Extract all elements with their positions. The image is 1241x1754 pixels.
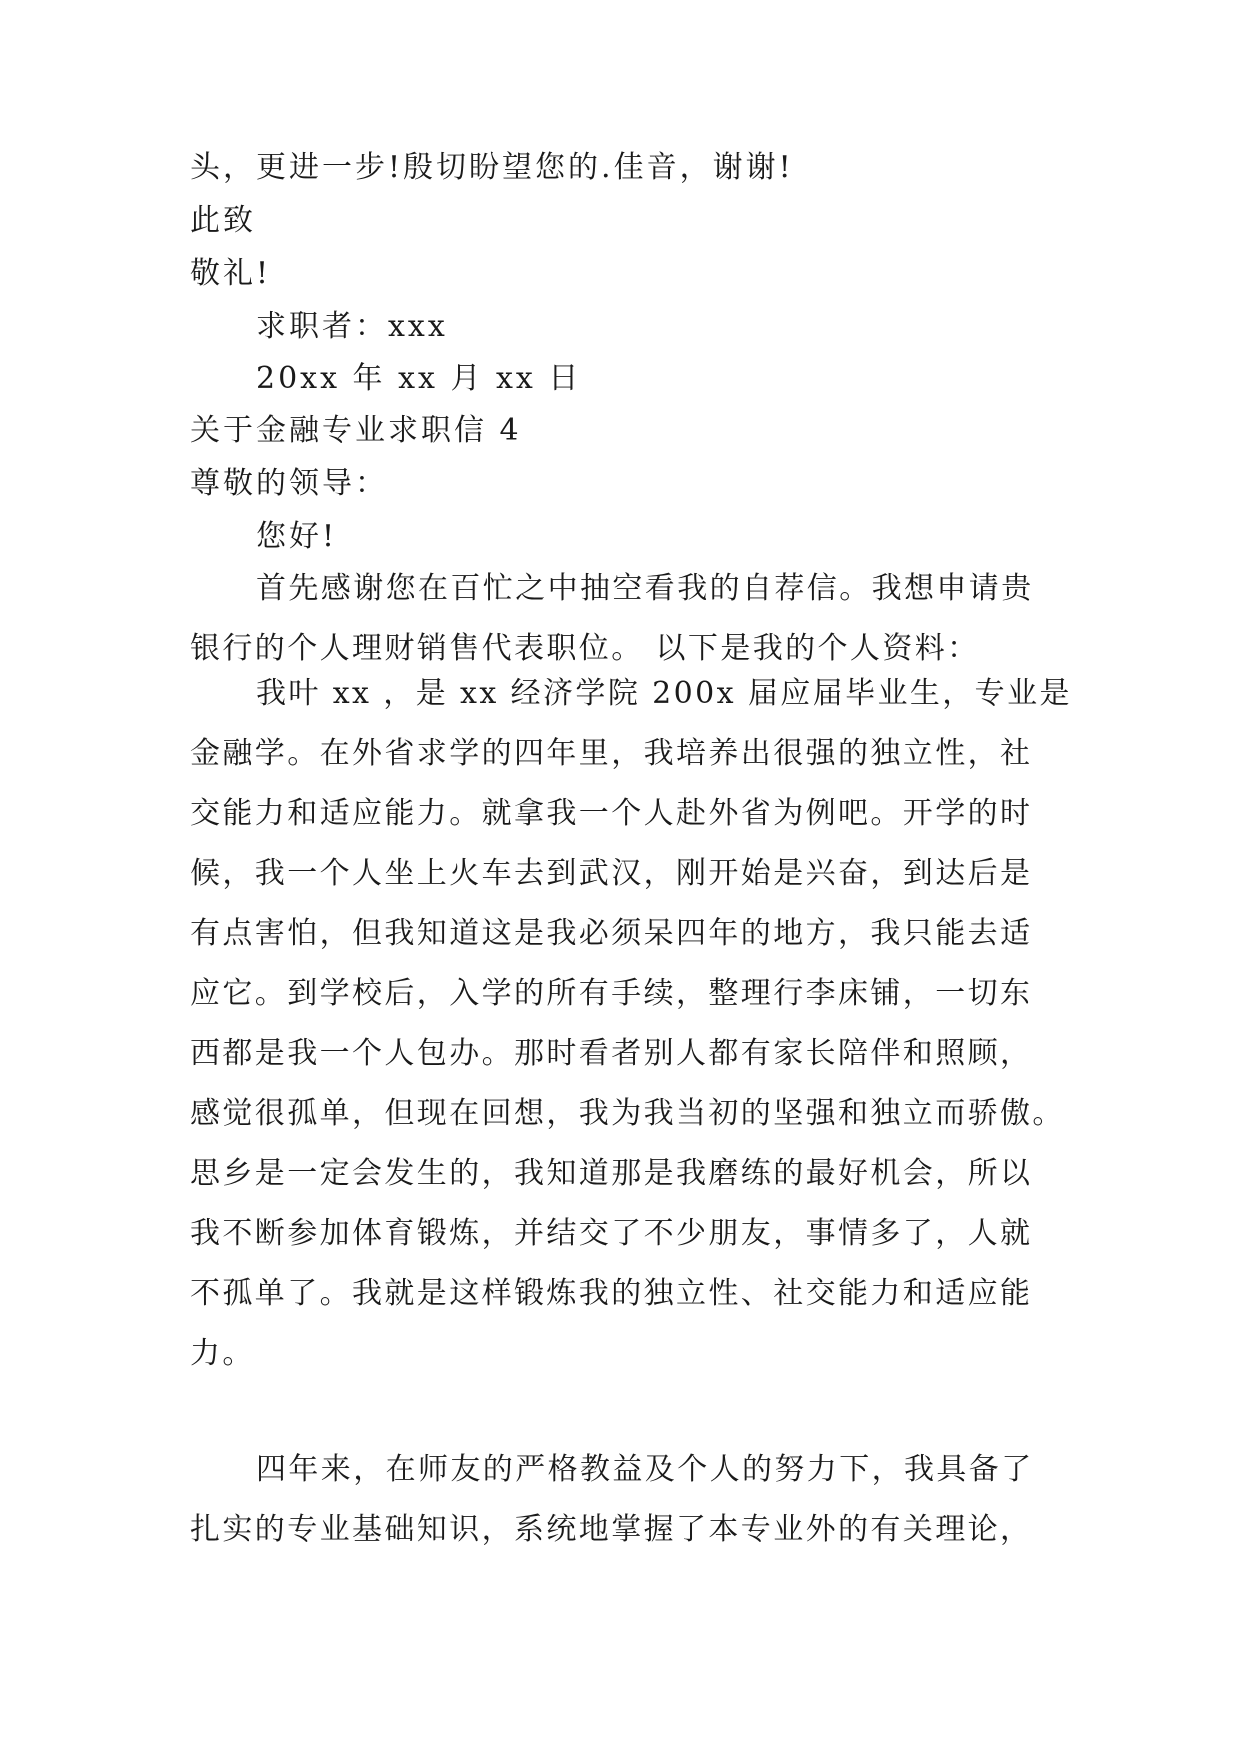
paragraph-line: 我不断参加体育锻炼，并结交了不少朋友，事情多了，人就 <box>190 1216 1033 1251</box>
paragraph-line: 思乡是一定会发生的，我知道那是我磨练的最好机会，所以 <box>190 1156 1033 1191</box>
paragraph-line: 首先感谢您在百忙之中抽空看我的自荐信。我想申请贵 <box>256 571 1034 606</box>
paragraph-line: 银行的个人理财销售代表职位。 以下是我的个人资料： <box>190 631 980 666</box>
closing-line: 头，更进一步!殷切盼望您的.佳音，谢谢! <box>190 150 794 185</box>
paragraph-background <box>190 664 1070 1384</box>
paragraph-line: 不孤单了。我就是这样锻炼我的独立性、社交能力和适应能 <box>190 1276 1033 1311</box>
letter-hello: 您好! <box>256 519 338 554</box>
paragraph-line: 应它。到学校后，入学的所有手续，整理行李床铺，一切东 <box>190 976 1033 1011</box>
paragraph-line: 四年来，在师友的严格教益及个人的努力下，我具备了 <box>256 1452 1034 1487</box>
salutation-cizhi: 此致 <box>190 203 256 238</box>
letter-greeting: 尊敬的领导： <box>190 466 388 501</box>
section-title: 关于金融专业求职信 4 <box>190 413 522 448</box>
paragraph-line: 金融学。在外省求学的四年里，我培养出很强的独立性，社 <box>190 736 1033 771</box>
paragraph-line: 扎实的专业基础知识，系统地掌握了本专业外的有关理论， <box>190 1512 1033 1547</box>
salutation-jingli: 敬礼! <box>190 256 272 291</box>
paragraph-intro <box>190 559 1070 679</box>
paragraph-studies <box>190 1440 1070 1560</box>
paragraph-line: 力。 <box>190 1336 255 1371</box>
applicant-signature: 求职者：xxx <box>256 309 448 344</box>
paragraph-line: 我叶 xx ，是 xx 经济学院 200x 届应届毕业生，专业是 <box>256 676 1072 711</box>
paragraph-line: 候，我一个人坐上火车去到武汉，刚开始是兴奋，到达后是 <box>190 856 1033 891</box>
paragraph-line: 感觉很孤单，但现在回想，我为我当初的坚强和独立而骄傲。 <box>190 1096 1065 1131</box>
paragraph-line: 交能力和适应能力。就拿我一个人赴外省为例吧。开学的时 <box>190 796 1033 831</box>
paragraph-line: 西都是我一个人包办。那时看者别人都有家长陪伴和照顾， <box>190 1036 1033 1071</box>
letter-date: 20xx 年 xx 月 xx 日 <box>256 361 582 396</box>
paragraph-line: 有点害怕，但我知道这是我必须呆四年的地方，我只能去适 <box>190 916 1033 951</box>
